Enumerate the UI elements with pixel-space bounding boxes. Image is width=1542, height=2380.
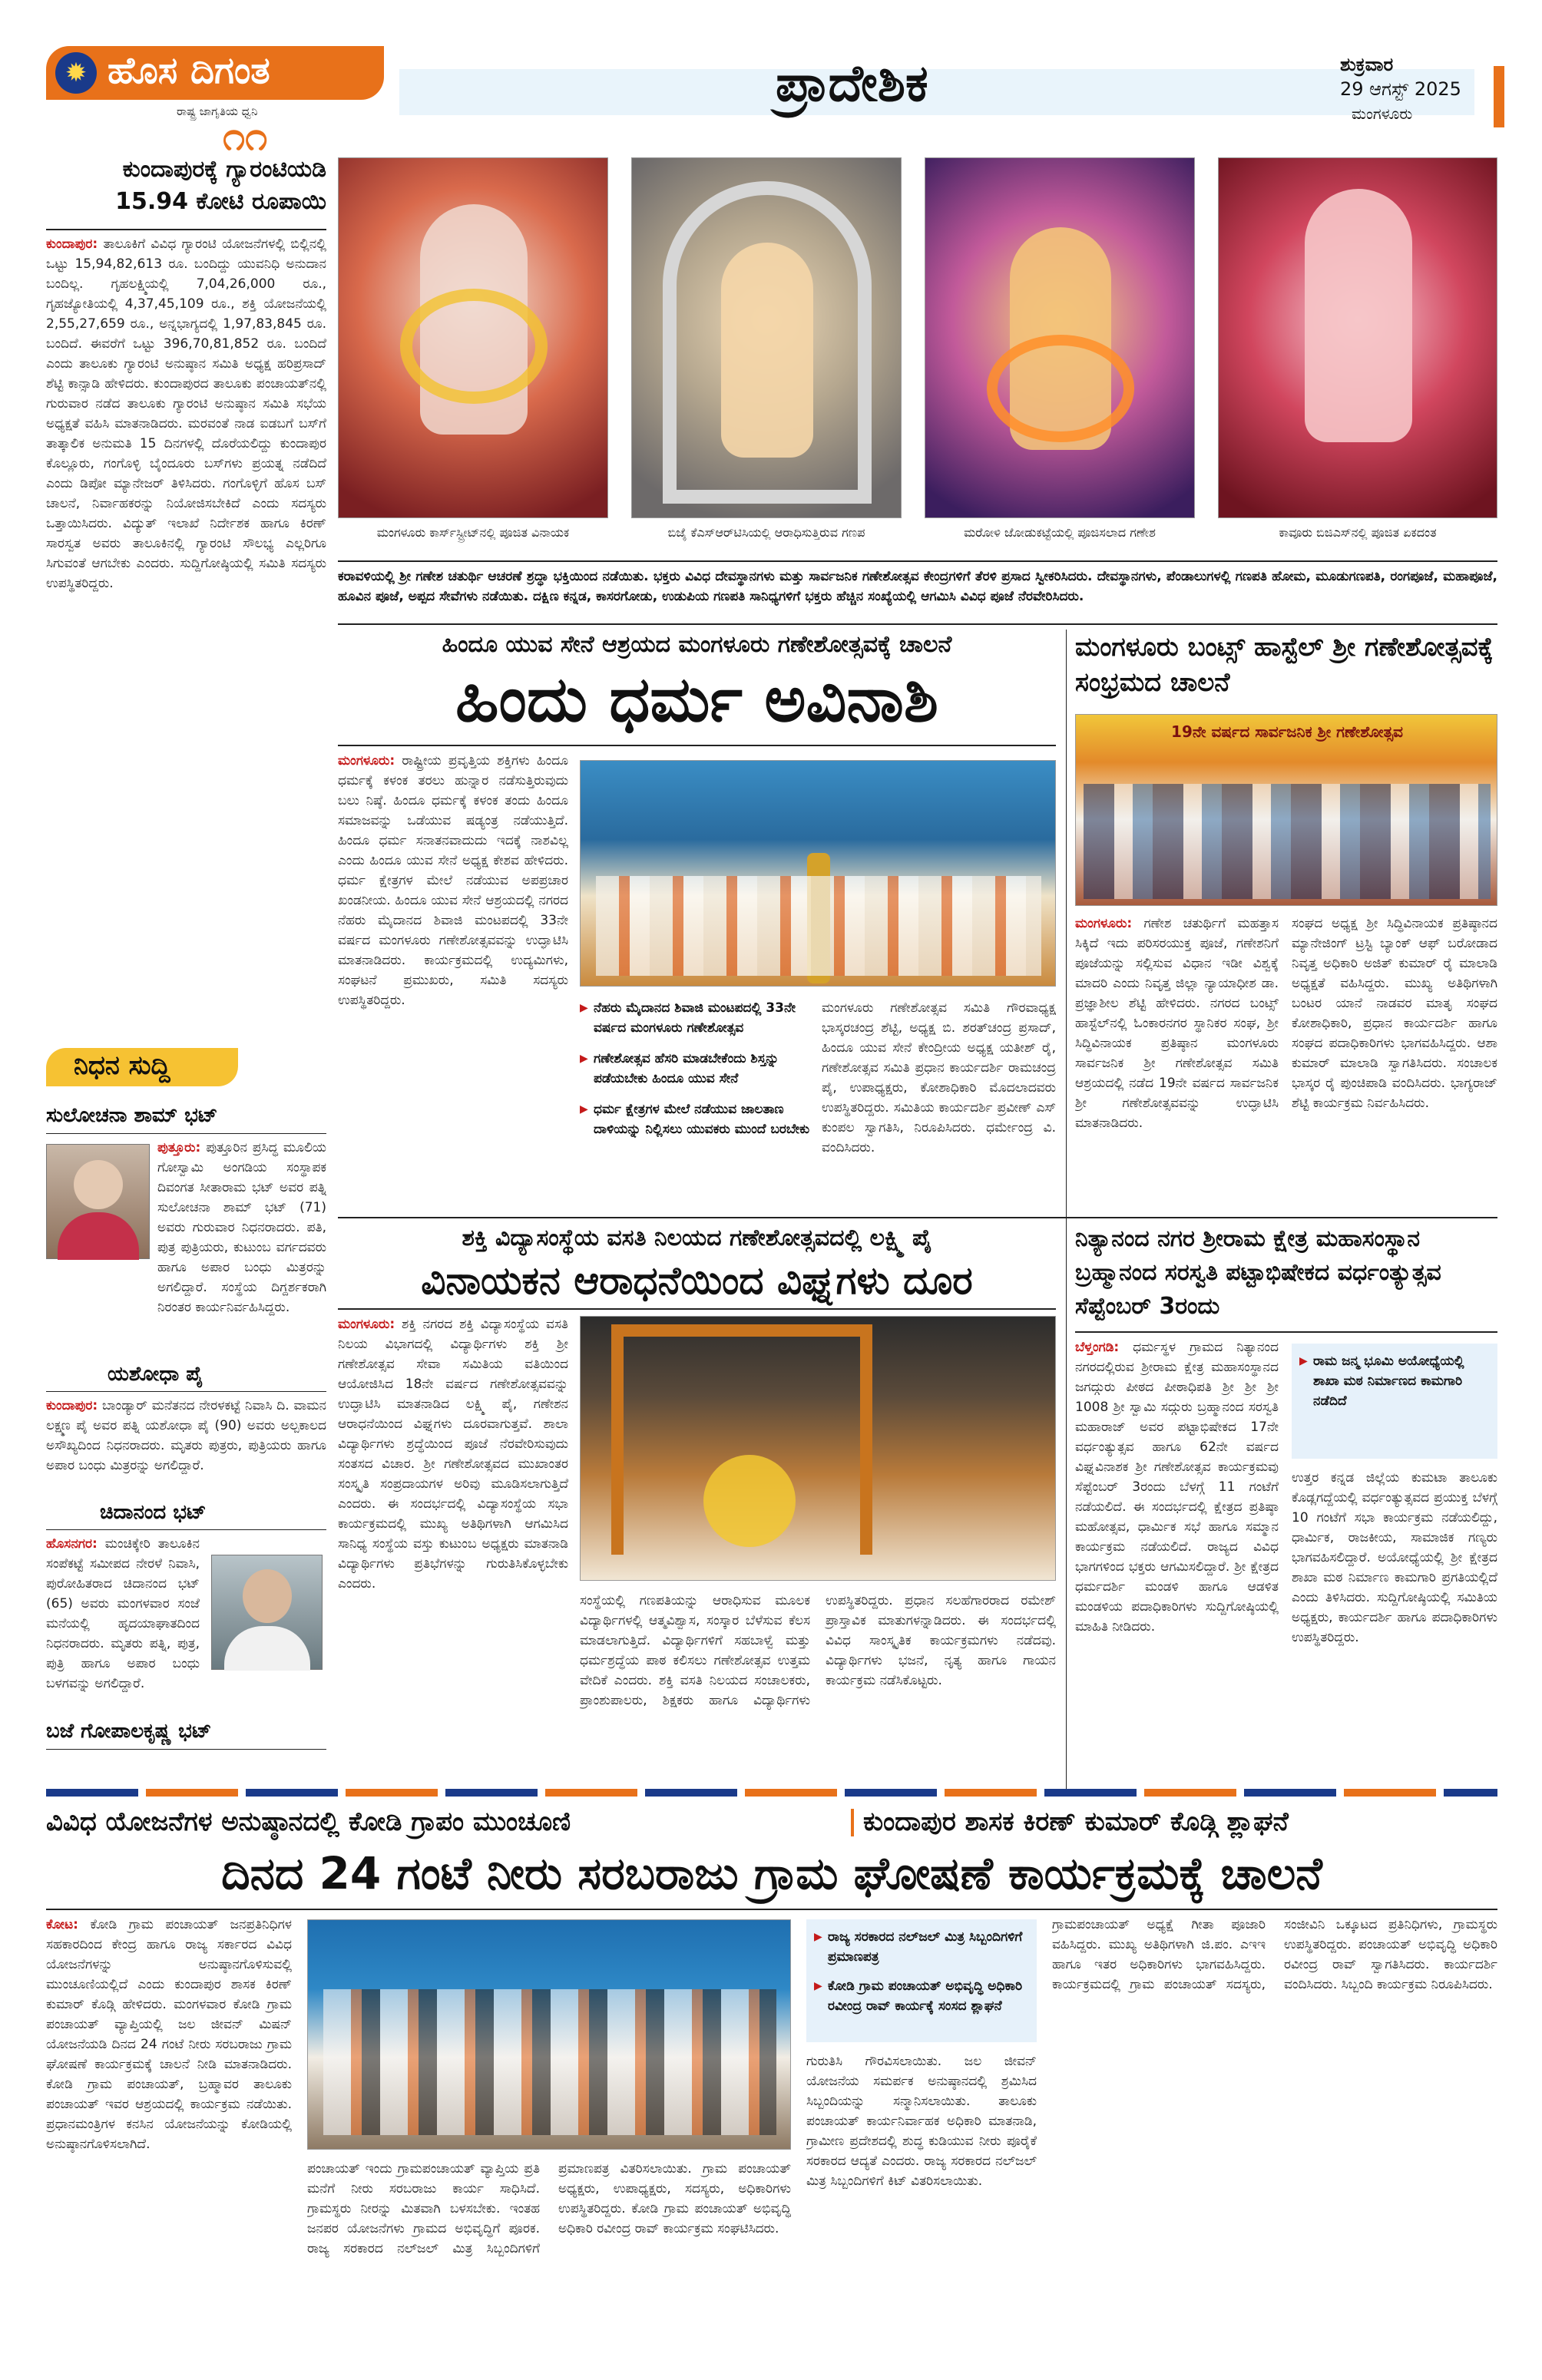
obit-place-1: ಪುತ್ತೂರು: xyxy=(157,1140,201,1155)
ganesha-photo-strip xyxy=(338,157,1497,553)
crowd-shape xyxy=(596,876,1041,976)
brahmananda-dateline: ಬೆಳ್ತಂಗಡಿ: xyxy=(1075,1340,1120,1355)
bunts-dateline: ಮಂಗಳೂರು: xyxy=(1075,916,1133,931)
bottom-kicker-left: ವಿವಿಧ ಯೋಜನೆಗಳ ಅನುಷ್ಠಾನದಲ್ಲಿ ಕೋಡಿ ಗ್ರಾಪಂ ಮುಂಚೂಣಿ xyxy=(46,1806,571,1837)
vinayaka-story xyxy=(338,1222,1056,1783)
bunts-body-2: ಸಂಘದ ಅಧ್ಯಕ್ಷ ಶ್ರೀ ಸಿದ್ಧಿವಿನಾಯಕ ಪ್ರತಿಷ್ಠಾನದ ಮ್ಯಾನೇಜಿಂಗ್ ಟ್ರಸ್ಟಿ ಬ್ಯಾಂಕ್ ಆಫ್ ಬರೋಡಾದ ನಿವೃತ್ತ ಅಧಿಕಾರಿ ಅಜಿತ್ ಕುಮಾರ್ ರೈ ಮಾಲಾಡಿ ಅಧ್ಯಕ್ಷತೆ ವಹಿಸಿದ್ದರು. ಮುಖ್ಯ ಅತಿಥಿಗಳಾಗಿ ಬಂಟರ ಯಾನೆ ನಾಡವರ ಮಾತೃ ಸಂಘದ ಕೋಶಾಧಿಕಾರಿ, ಪ್ರಧಾನ ಕಾರ್ಯದರ್ಶಿ ಹಾಗೂ ಸಂಘದ ಪದಾಧಿಕಾರಿಗಳು ಭಾಗವಹಿಸಿದ್ದರು. ಆಶಾ ಕುಮಾರ್ ಮಾಲಾಡಿ ಸ್ವಾಗತಿಸಿದರು. ಸಂಚಾಲಕ ಭಾಸ್ಕರ ರೈ ಪುಂಚಿಪಾಡಿ ವಂದಿಸಿದರು. ಭಾಗ್ಯರಾಜ್ ಶೆಟ್ಟಿ ಕಾರ್ಯಕ್ರಮ ನಿರ್ವಹಿಸಿದರು. xyxy=(1292,916,1497,1111)
vinayaka-photo xyxy=(580,1316,1056,1581)
person-body xyxy=(58,1212,139,1260)
nidhana-heading: ನಿಧನ ಸುದ್ದಿ xyxy=(74,1050,170,1081)
vinayaka-body-2: ಸಂಸ್ಥೆಯಲ್ಲಿ ಗಣಪತಿಯನ್ನು ಆರಾಧಿಸುವ ಮೂಲಕ ವಿದ್ಯಾರ್ಥಿಗಳಲ್ಲಿ ಆತ್ಮವಿಶ್ವಾಸ, ಸಂಸ್ಕಾರ ಬೆಳೆಸುವ ಕೆಲಸ ಮಾಡಲಾಗುತ್ತಿದೆ. ವಿದ್ಯಾರ್ಥಿಗಳಿಗೆ ಸಹಬಾಳ್ವೆ ಮತ್ತು ಧರ್ಮಶ್ರದ್ಧೆಯ ಪಾಠ ಕಲಿಸಲು ಗಣೇಶೋತ್ಸವ ಉತ್ತಮ ವೇದಿಕೆ ಎಂದರು. ಶಕ್ತಿ ವಸತಿ ನಿಲಯದ ಸಂಚಾಲಕರು, ಪ್ರಾಂಶುಪಾಲರು, ಶಿಕ್ಷಕರು ಹಾಗೂ ವಿದ್ಯಾರ್ಥಿಗಳು ಉಪಸ್ಥಿತರಿದ್ದರು. ಪ್ರಧಾನ ಸಲಹೆಗಾರರಾದ ರಮೇಶ್ ಪ್ರಾಸ್ತಾವಿಕ ಮಾತುಗಳನ್ನಾಡಿದರು. ಈ ಸಂದರ್ಭದಲ್ಲಿ ವಿವಿಧ ಸಾಂಸ್ಕೃತಿಕ ಕಾರ್ಯಕ್ರಮಗಳು ನಡೆದವು. ವಿದ್ಯಾರ್ಥಿಗಳು ಭಜನೆ, ನೃತ್ಯ ಹಾಗೂ ಗಾಯನ ಕಾರ್ಯಕ್ರಮ ನಡೆಸಿಕೊಟ್ಟರು. xyxy=(580,1593,1056,1708)
vinayaka-headline: ವಿನಾಯಕನ ಆರಾಧನೆಯಿಂದ ವಿಘ್ನಗಳು ದೂರ xyxy=(421,1258,973,1303)
left-story-rule xyxy=(46,229,326,230)
vinayaka-body xyxy=(338,1314,568,1778)
obit-body-2 xyxy=(46,1396,326,1497)
obit-text-1: ಪುತ್ತೂರಿನ ಪ್ರಸಿದ್ಧ ಮೂಲಿಯ ಗೋಸ್ವಾಮಿ ಅಂಗಡಿಯ ಸಂಸ್ಥಾಪಕ ದಿವಂಗತ ಸೀತಾರಾಮ ಭಟ್ ಅವರ ಪತ್ನಿ ಸುಲೋಚನಾ ಶಾಮ್ ಭಟ್ (71) ಅವರು ಗುರುವಾರ ನಿಧನರಾದರು. ಪತಿ, ಪುತ್ರ ಪುತ್ರಿಯರು, ಕುಟುಂಬ ವರ್ಗದವರು ಹಾಗೂ ಅಪಾರ ಬಂಧು ಮಿತ್ರರನ್ನು ಅಗಲಿದ್ದಾರೆ. ಸಂಸ್ಥೆಯ ದಿಗ್ದರ್ಶಕರಾಗಿ ನಿರಂತರ ಕಾರ್ಯನಿರ್ವಹಿಸಿದ್ದರು. xyxy=(157,1140,326,1315)
hindu-body-2: ಮಂಗಳೂರು ಗಣೇಶೋತ್ಸವ ಸಮಿತಿ ಗೌರವಾಧ್ಯಕ್ಷ ಭಾಸ್ಕರಚಂದ್ರ ಶೆಟ್ಟಿ, ಅಧ್ಯಕ್ಷ ಬಿ. ಶರತ್‌ಚಂದ್ರ ಪ್ರಸಾದ್, ಹಿಂದೂ ಯುವ ಸೇನೆ ಕೇಂದ್ರೀಯ ಅಧ್ಯಕ್ಷ ಯತೀಶ್ ರೈ, ಗಣೇಶೋತ್ಸವ ಸಮಿತಿ ಪ್ರಧಾನ ಕಾರ್ಯದರ್ಶಿ ರಾಮಚಂದ್ರ ಪೈ, ಉಪಾಧ್ಯಕ್ಷರು, ಕೋಶಾಧಿಕಾರಿ ಮೊದಲಾದವರು ಉಪಸ್ಥಿತರಿದ್ದರು. ಸಮಿತಿಯ ಕಾರ್ಯದರ್ಶಿ ಪ್ರವೀಣ್ ಎಸ್ ಕುಂಪಲ ಸ್ವಾಗತಿಸಿ, ನಿರೂಪಿಸಿದರು. ಧರ್ಮೇಂದ್ರ ವಿ. ವಂದಿಸಿದರು. xyxy=(822,1000,1056,1155)
logo-tagline: ರಾಷ್ಟ್ರ ಜಾಗೃತಿಯ ಧ್ವನಿ xyxy=(177,104,258,118)
brahmananda-headline: ನಿತ್ಯಾನಂದ ನಗರ ಶ್ರೀರಾಮ ಕ್ಷೇತ್ರ ಮಹಾಸಂಸ್ಥಾನ ಬ್ರಹ್ಮಾನಂದ ಸರಸ್ವತಿ ಪಟ್ಟಾಭಿಷೇಕದ ವರ್ಧಂತ್ಯುತ್ಸವ ಸೆಪ್ಟೆಂಬರ್ 3ರಂದು xyxy=(1075,1225,1441,1320)
obit-body-3 xyxy=(46,1534,200,1715)
issue-date: 29 ಆಗಸ್ಟ್ 2025 xyxy=(1340,78,1461,100)
section-separator xyxy=(46,1789,1497,1797)
hindu-body xyxy=(338,751,568,1208)
crowd-shape xyxy=(1084,784,1491,899)
left-story-text: ತಾಲೂಕಿಗೆ ವಿವಿಧ ಗ್ಯಾರಂಟಿ ಯೋಜನೆಗಳಲ್ಲಿ ಬಿಲ್ಲಿನಲ್ಲಿ ಒಟ್ಟು 15,94,82,613 ರೂ. ಬಂದಿದ್ದು ಯುವನಿಧಿ ಅನುದಾನ ಬಂದಿಲ್ಲ. ಗೃಹಲಕ್ಷ್ಮಿಯಲ್ಲಿ 7,04,26,000 ರೂ., ಗೃಹಜ್ಯೋತಿಯಲ್ಲಿ 4,37,45,109 ರೂ., ಶಕ್ತಿ ಯೋಜನೆಯಲ್ಲಿ 2,55,27,659 ರೂ., ಅನ್ನಭಾಗ್ಯದಲ್ಲಿ 1,97,83,845 ರೂ. ಬಂದಿದೆ. ಈವರೆಗೆ ಒಟ್ಟು 396,70,81,852 ರೂ. ಬಂದಿದೆ ಎಂದು ತಾಲೂಕು ಗ್ಯಾರಂಟಿ ಅನುಷ್ಠಾನ ಸಮಿತಿ ಅಧ್ಯಕ್ಷ ಹರಿಪ್ರಸಾದ್ ಶೆಟ್ಟಿ ಕಾನ್ಸಾಡಿ ಹೇಳಿದರು. ಕುಂದಾಪುರದ ತಾಲೂಕು ಪಂಚಾಯತ್‌ನಲ್ಲಿ ಗುರುವಾರ ನಡೆದ ತಾಲೂಕು ಗ್ಯಾರಂಟಿ ಅನುಷ್ಠಾನ ಸಮಿತಿ ಸಭೆಯ ಅಧ್ಯಕ್ಷತೆ ವಹಿಸಿ ಮಾತನಾಡಿದರು. ಮರವಂತೆ ನಾಡ ಐಡಬಗೆ ಬಸ್‌ಗೆ ತಾತ್ಕಾಲಿಕ ಅನುಮತಿ 15 ದಿನಗಳಲ್ಲಿ ದೊರೆಯಲಿದ್ದು ಕುಂದಾಪುರ ಕೊಲ್ಲೂರು, ಗಂಗೊಳ್ಳಿ ಬೈಂದೂರು ಬಸ್‌ಗಳು ಪ್ರಯತ್ನ ನಡೆದಿದೆ ಎಂದು ಡಿಪೋ ಮ್ಯಾನೇಜರ್ ತಿಳಿಸಿದರು. ಗಂಗೊಳ್ಳಿಗೆ ಹೊಸ ಬಸ್‌ ಚಾಲನೆ, ನಿರ್ವಾಹಕರನ್ನು ನಿಯೋಜಿಸಬೇಕಿದೆ ಎಂದು ಸದಸ್ಯರು ಒತ್ತಾಯಿಸಿದರು. ವಿದ್ಯುತ್ ಇಲಾಖೆ ನಿರ್ದೇಶಕ ಹಾಗೂ ಕಿರಣ್ ಸಾರಸ್ವತ ಅವರು ತಾಲೂಕಿನಲ್ಲಿ ಗ್ಯಾರಂಟಿ ಸೌಲಭ್ಯ ಎಲ್ಲರಿಗೂ ಸಿಗುವಂತೆ ಆಗಬೇಕು ಎಂದರು. ಸುದ್ದಿಗೋಷ್ಠಿಯಲ್ಲಿ ಸಮಿತಿ ಸದಸ್ಯರು ಉಪಸ್ಥಿತರಿದ್ದರು. xyxy=(46,236,326,591)
photo-caption-3: ಮರೋಳಿ ಜೋಡುಕಟ್ಟೆಯಲ್ಲಿ ಪೂಜಿಸಲಾದ ಗಣೇಶ xyxy=(964,525,1156,540)
logo-block xyxy=(46,46,384,160)
bottom-side-box xyxy=(806,1919,1037,2042)
bottom-col-3: ಗುರುತಿಸಿ ಗೌರವಿಸಲಾಯಿತು. ಜಲ ಜೀವನ್ ಯೋಜನೆಯ ಸಮರ್ಪಕ ಅನುಷ್ಠಾನದಲ್ಲಿ ಶ್ರಮಿಸಿದ ಸಿಬ್ಬಂದಿಯನ್ನು ಸನ್ಮಾನಿಸಲಾಯಿತು. ತಾಲೂಕು ಪಂಚಾಯತ್ ಕಾರ್ಯನಿರ್ವಾಹಕ ಅಧಿಕಾರಿ ಮಾತನಾಡಿ, ಗ್ರಾಮೀಣ ಪ್ರದೇಶದಲ್ಲಿ ಶುದ್ಧ ಕುಡಿಯುವ ನೀರು ಪೂರೈಕೆ ಸರಕಾರದ ಆದ್ಯತೆ ಎಂದರು. ರಾಜ್ಯ ಸರಕಾರದ ನಲ್‌ಜಲ್ ಮಿತ್ರ ಸಿಬ್ಬಂದಿಗಳಿಗೆ ಕಿಟ್ ವಿತರಿಸಲಾಯಿತು. xyxy=(806,2054,1037,2189)
left-column xyxy=(46,146,326,1766)
bunts-banner-text: 19ನೇ ವರ್ಷದ ಸಾರ್ವಜನಿಕ ಶ್ರೀ ಗಣೇಶೋತ್ಸವ xyxy=(1171,722,1403,741)
hindu-rule xyxy=(338,745,1056,746)
bottom-kicker-right: ಕುಂದಾಪುರ ಶಾಸಕ ಕಿರಣ್ ಕುಮಾರ್ ಕೊಡ್ಗಿ ಶ್ಲಾಘನೆ xyxy=(863,1806,1289,1837)
bottom-photo xyxy=(307,1919,791,2150)
brahmananda-body xyxy=(1075,1337,1279,1778)
hindu-headline: ಹಿಂದು ಧರ್ಮ ಅವಿನಾಶಿ xyxy=(455,663,938,736)
summary-rule xyxy=(338,623,1497,625)
hindu-story xyxy=(338,630,1056,1213)
ganesha-photo-3 xyxy=(925,157,1195,518)
person-icon xyxy=(243,1569,292,1623)
obit-photo-1 xyxy=(46,1144,150,1259)
vinayaka-kicker: ಶಕ್ತಿ ವಿದ್ಯಾಸಂಸ್ಥೆಯ ವಸತಿ ನಿಲಯದ ಗಣೇಶೋತ್ಸವದಲ್ಲಿ ಲಕ್ಷ್ಮಿ ಪೈ xyxy=(462,1225,932,1251)
brahmananda-side-box xyxy=(1292,1344,1497,1459)
crowd-shape xyxy=(323,1989,776,2135)
hindu-side-list xyxy=(580,998,810,1213)
obit-place-2: ಕುಂದಾಪುರ: xyxy=(46,1398,98,1413)
hindu-dateline: ಮಂಗಳೂರು: xyxy=(338,753,395,769)
left-story-body xyxy=(46,234,326,1029)
bottom-dateline: ಕೋಟ: xyxy=(46,1917,78,1932)
hindu-side-item-1: ▶ ನೆಹರು ಮೈದಾನದ ಶಿವಾಜಿ ಮಂಟಪದಲ್ಲಿ 33ನೇ ವರ್ಷದ ಮಂಗಳೂರು ಗಣೇಶೋತ್ಸವ xyxy=(580,998,810,1038)
bunts-photo xyxy=(1075,714,1497,906)
photo-strip-rule xyxy=(338,560,1497,562)
vinayaka-rule xyxy=(338,1308,1056,1310)
obit-place-3: ಹೊಸನಗರ: xyxy=(46,1536,98,1552)
photo-summary: ಕರಾವಳಿಯಲ್ಲಿ ಶ್ರೀ ಗಣೇಶ ಚತುರ್ಥಿ ಆಚರಣೆ ಶ್ರದ್ಧಾ ಭಕ್ತಿಯಿಂದ ನಡೆಯಿತು. ಭಕ್ತರು ವಿವಿಧ ದೇವಸ್ಥಾನಗಳು ಮತ್ತು ಸಾರ್ವಜನಿಕ ಗಣೇಶೋತ್ಸವ ಕೇಂದ್ರಗಳಿಗೆ ತೆರಳಿ ಪ್ರಸಾದ ಸ್ವೀಕರಿಸಿದರು. ದೇವಸ್ಥಾನಗಳು, ಪೆಂಡಾಲುಗಳಲ್ಲಿ ಗಣಪತಿ ಹೋಮ, ಮೂಡುಗಣಪತಿ, ರಂಗಪೂಜೆ, ಮಹಾಪೂಜೆ, ಹೂವಿನ ಪೂಜೆ, ಅಪ್ಪದ ಸೇವೆಗಳು ನಡೆಯಿತು. ದಕ್ಷಿಣ ಕನ್ನಡ, ಕಾಸರಗೋಡು, ಉಡುಪಿಯ ಗಣಪತಿ ಸಾನಿಧ್ಯಗಳಿಗೆ ಭಕ್ತರು ಹೆಚ್ಚಿನ ಸಂಖ್ಯೆಯಲ್ಲಿ ಆಗಮಿಸಿ ವಿವಿಧ ಪೂಜೆ ನೆರವೇರಿಸಿದರು. xyxy=(338,569,1497,604)
bottom-col-2: ಪಂಚಾಯತ್ ಇಂದು ಗ್ರಾಮಪಂಚಾಯತ್ ವ್ಯಾಪ್ತಿಯ ಪ್ರತಿ ಮನೆಗೆ ನೀರು ಸರಬರಾಜು ಕಾರ್ಯ ಸಾಧಿಸಿದೆ. ಗ್ರಾಮಸ್ಥರು ನೀರನ್ನು ಮಿತವಾಗಿ ಬಳಸಬೇಕು. ಇಂತಹ ಜನಪರ ಯೋಜನೆಗಳು ಗ್ರಾಮದ ಅಭಿವೃದ್ಧಿಗೆ ಪೂರಕ. ರಾಜ್ಯ ಸರಕಾರದ ನಲ್‌ಜಲ್ ಮಿತ್ರ ಸಿಬ್ಬಂದಿಗಳಿಗೆ ಪ್ರಮಾಣಪತ್ರ ವಿತರಿಸಲಾಯಿತು. ಗ್ರಾಮ ಪಂಚಾಯತ್ ಅಧ್ಯಕ್ಷರು, ಉಪಾಧ್ಯಕ್ಷರು, ಸದಸ್ಯರು, ಅಧಿಕಾರಿಗಳು ಉಪಸ್ಥಿತರಿದ್ದರು. ಕೋಡಿ ಗ್ರಾಮ ಪಂಚಾಯತ್ ಅಭಿವೃದ್ಧಿ ಅಧಿಕಾರಿ ರವೀಂದ್ರ ರಾವ್ ಕಾರ್ಯಕ್ರಮ ಸಂಘಟಿಸಿದರು. xyxy=(307,2161,791,2256)
brahmananda-body-2: ಉತ್ತರ ಕನ್ನಡ ಜಿಲ್ಲೆಯ ಕುಮಟಾ ತಾಲೂಕು ಕೊಡ್ಲಗದ್ದೆಯಲ್ಲಿ ವರ್ಧಂತ್ಯುತ್ಸವದ ಪ್ರಯುಕ್ತ ಬೆಳಗ್ಗೆ 10 ಗಂಟೆಗೆ ಸಭಾ ಕಾರ್ಯಕ್ರಮ ನಡೆಯಲಿದ್ದು, ಧಾರ್ಮಿಕ, ರಾಜಕೀಯ, ಸಾಮಾಜಿಕ ಗಣ್ಯರು ಭಾಗವಹಿಸಲಿದ್ದಾರೆ. ಅಯೋಧ್ಯೆಯಲ್ಲಿ ಶ್ರೀ ಕ್ಷೇತ್ರದ ಶಾಖಾ ಮಠ ನಿರ್ಮಾಣ ಕಾಮಗಾರಿ ಪ್ರಗತಿಯಲ್ಲಿದೆ ಎಂದು ತಿಳಿಸಿದರು. ಸುದ್ದಿಗೋಷ್ಠಿಯಲ್ಲಿ ಸಮಿತಿಯ ಅಧ್ಯಕ್ಷರು, ಕಾರ್ಯದರ್ಶಿ ಹಾಗೂ ಪದಾಧಿಕಾರಿಗಳು ಉಪಸ್ಥಿತರಿದ್ದರು. xyxy=(1292,1470,1497,1645)
bottom-side-item-1: ▶ ರಾಜ್ಯ ಸರಕಾರದ ನಲ್‌ಜಲ್ ಮಿತ್ರ ಸಿಬ್ಬಂದಿಗಳಿಗೆ ಪ್ರಮಾಣಪತ್ರ xyxy=(814,1927,1029,1967)
brahmananda-story xyxy=(1075,1222,1497,1783)
person-icon xyxy=(74,1160,123,1209)
column-divider-1 xyxy=(1066,630,1067,1789)
bottom-col-4: ಗ್ರಾಮಪಂಚಾಯತ್ ಅಧ್ಯಕ್ಷೆ ಗೀತಾ ಪೂಜಾರಿ ವಹಿಸಿದ್ದರು. ಮುಖ್ಯ ಅತಿಥಿಗಳಾಗಿ ಜಿ.ಪಂ. ಎಇಇ ಹಾಗೂ ಇತರ ಅಧಿಕಾರಿಗಳು ಭಾಗವಹಿಸಿದ್ದರು. ಕಾರ್ಯಕ್ರಮದಲ್ಲಿ ಗ್ರಾಮ ಪಂಚಾಯತ್ ಸದಸ್ಯರು, ಸಂಜೀವಿನಿ ಒಕ್ಕೂಟದ ಪ್ರತಿನಿಧಿಗಳು, ಗ್ರಾಮಸ್ಥರು ಉಪಸ್ಥಿತರಿದ್ದರು. ಪಂಚಾಯತ್ ಅಭಿವೃದ್ಧಿ ಅಧಿಕಾರಿ ರವೀಂದ್ರ ರಾವ್ ಸ್ವಾಗತಿಸಿದರು. ಕಾರ್ಯದರ್ಶಿ ವಂದಿಸಿದರು. ಸಿಬ್ಬಂದಿ ಕಾರ್ಯಕ್ರಮ ನಿರೂಪಿಸಿದರು. xyxy=(1052,1917,1497,1992)
obit-text-2: ಬಾಂಡ್ಯಾರ್ ಮನೆತನದ ನೇರಳಕಟ್ಟೆ ನಿವಾಸಿ ದಿ. ವಾಮನ ಲಕ್ಷ್ಮಣ ಪೈ ಅವರ ಪತ್ನಿ ಯಶೋಧಾ ಪೈ (90) ಅವರು ಅಲ್ಪಕಾಲದ ಅಸೌಖ್ಯದಿಂದ ನಿಧನರಾದರು. ಮೃತರು ಪುತ್ರರು, ಪುತ್ರಿಯರು ಹಾಗೂ ಅಪಾರ ಬಂಧು ಮಿತ್ರರನ್ನು ಅಗಲಿದ್ದಾರೆ. xyxy=(46,1398,326,1473)
bottom-col-1-text: ಕೋಡಿ ಗ್ರಾಮ ಪಂಚಾಯತ್ ಜನಪ್ರತಿನಿಧಿಗಳ ಸಹಕಾರದಿಂದ ಕೇಂದ್ರ ಹಾಗೂ ರಾಜ್ಯ ಸರ್ಕಾರದ ವಿವಿಧ ಯೋಜನೆಗಳನ್ನು ಅನುಷ್ಠಾನಗೊಳಿಸುವಲ್ಲಿ ಮುಂಚೂಣಿಯಲ್ಲಿದೆ ಎಂದು ಕುಂದಾಪುರ ಶಾಸಕ ಕಿರಣ್ ಕುಮಾರ್ ಕೊಡ್ಗಿ ಹೇಳಿದರು. ಮಂಗಳವಾರ ಕೋಡಿ ಗ್ರಾಮ ಪಂಚಾಯತ್ ವ್ಯಾಪ್ತಿಯಲ್ಲಿ ಜಲ ಜೀವನ್ ಮಿಷನ್ ಯೋಜನೆಯಡಿ ದಿನದ 24 ಗಂಟೆ ನೀರು ಸರಬರಾಜು ಗ್ರಾಮ ಘೋಷಣೆ ಕಾರ್ಯಕ್ರಮಕ್ಕೆ ಚಾಲನೆ ನೀಡಿ ಮಾತನಾಡಿದರು. ಕೋಡಿ ಗ್ರಾಮ ಪಂಚಾಯತ್, ಬ್ರಹ್ಮಾವರ ತಾಲೂಕು ಪಂಚಾಯತ್ ಇವರ ಆಶ್ರಯದಲ್ಲಿ ಕಾರ್ಯಕ್ರಮ ನಡೆಯಿತು. ಪ್ರಧಾನಮಂತ್ರಿಗಳ ಕನಸಿನ ಯೋಜನೆಯನ್ನು ಕೋಡಿಯಲ್ಲಿ ಅನುಷ್ಠಾನಗೊಳಿಸಲಾಗಿದೆ. xyxy=(46,1917,292,2152)
obit-photo-3 xyxy=(211,1555,323,1670)
issue-day: ಶುಕ್ರವಾರ xyxy=(1340,54,1394,75)
obit-name-2: ಯಶೋಧಾ ಪೈ xyxy=(108,1363,204,1386)
obit-rule-4 xyxy=(46,1749,326,1750)
idol-shape xyxy=(703,1455,796,1547)
garland-shape xyxy=(987,335,1134,442)
obit-name-4: ಬಜೆ ಗೋಪಾಲಕೃಷ್ಣ ಭಟ್ xyxy=(46,1720,212,1743)
logo-text: ಹೊಸ ದಿಗಂತ xyxy=(108,49,270,92)
hindu-side-item-3: ▶ ಧರ್ಮ ಕ್ಷೇತ್ರಗಳ ಮೇಲೆ ನಡೆಯುವ ಜಾಲತಾಣ ದಾಳಿಯನ್ನು ನಿಲ್ಲಿಸಲು ಯುವಕರು ಮುಂದೆ ಬರಬೇಕು xyxy=(580,1099,810,1139)
obit-rule-2 xyxy=(46,1391,326,1392)
obit-text-3: ಮಂಚಿಕ್ಕೇರಿ ತಾಲೂಕಿನ ಸಂಪೆಕಟ್ಟೆ ಸಮೀಪದ ನೇರಳೆ ನಿವಾಸಿ, ಪುರೋಹಿತರಾದ ಚಿದಾನಂದ ಭಟ್ (65) ಅವರು ಮಂಗಳವಾರ ಸಂಜೆ ಮನೆಯಲ್ಲಿ ಹೃದಯಾಘಾತದಿಂದ ನಿಧನರಾದರು. ಮೃತರು ಪತ್ನಿ, ಪುತ್ರ, ಪುತ್ರಿ ಹಾಗೂ ಅಪಾರ ಬಂಧು ಬಳಗವನ್ನು ಅಗಲಿದ್ದಾರೆ. xyxy=(46,1536,200,1691)
bunts-body xyxy=(1075,914,1279,1213)
obit-body-1 xyxy=(157,1138,326,1353)
nidhana-banner xyxy=(46,1044,326,1090)
page-number: ೧೧ xyxy=(223,114,268,160)
hindu-kicker: ಹಿಂದೂ ಯುವ ಸೇನೆ ಆಶ್ರಯದ ಮಂಗಳೂರು ಗಣೇಶೋತ್ಸವಕ್ಕೆ ಚಾಲನೆ xyxy=(442,631,952,658)
obit-name-3: ಚಿದಾನಂದ ಭಟ್ xyxy=(100,1501,207,1524)
bunts-story xyxy=(1075,630,1497,1213)
ganesha-photo-2 xyxy=(631,157,902,518)
bottom-col-1 xyxy=(46,1915,292,2360)
bottom-rule xyxy=(46,1909,1497,1910)
obit-4-block xyxy=(46,1754,326,1766)
mid-rule xyxy=(338,1217,1497,1218)
hindu-side-item-2: ▶ ಗಣೇಶೋತ್ಸವ ಹೆಸರಿ ಮಾಡಬೇಕೆಂದು ಶಿಸ್ತನ್ನು ಪಡೆಯಬೇಕು ಹಿಂದೂ ಯುವ ಸೇನೆ xyxy=(580,1049,810,1089)
left-story-headline: ಕುಂದಾಪುರಕ್ಕೆ ಗ್ಯಾರಂಟಿಯಡಿ 15.94 ಕೋಟಿ ರೂಪಾಯಿ xyxy=(115,156,326,215)
vinayaka-text: ಶಕ್ತಿ ನಗರದ ಶಕ್ತಿ ವಿದ್ಯಾಸಂಸ್ಥೆಯ ವಸತಿ ನಿಲಯ ವಿಭಾಗದಲ್ಲಿ ವಿದ್ಯಾರ್ಥಿಗಳು ಶಕ್ತಿ ಶ್ರೀ ಗಣೇಶೋತ್ಸವ ಸೇವಾ ಸಮಿತಿಯ ವತಿಯಿಂದ ಆಯೋಜಿಸಿದ 18ನೇ ವರ್ಷದ ಗಣೇಶೋತ್ಸವವನ್ನು ಉದ್ಘಾಟಿಸಿ ಮಾತನಾಡಿದ ಲಕ್ಷ್ಮಿ ಪೈ, ಗಣೇಶನ ಆರಾಧನೆಯಿಂದ ವಿಘ್ನಗಳು ದೂರವಾಗುತ್ತವೆ. ಶಾಲಾ ವಿದ್ಯಾರ್ಥಿಗಳು ಶ್ರದ್ಧೆಯಿಂದ ಪೂಜೆ ನೆರವೇರಿಸುವುದು ಸಂತಸದ ವಿಚಾರ. ಶ್ರೀ ಗಣೇಶೋತ್ಸವದ ಮುಖಾಂತರ ಸಂಸ್ಕೃತಿ ಸಂಪ್ರದಾಯಗಳ ಅರಿವು ಮೂಡಿಸಲಾಗುತ್ತಿದೆ ಎಂದರು. ಈ ಸಂದರ್ಭದಲ್ಲಿ ವಿದ್ಯಾಸಂಸ್ಥೆಯ ಸಭಾ ಕಾರ್ಯಕ್ರಮದಲ್ಲಿ ಮುಖ್ಯ ಅತಿಥಿಗಳಾಗಿ ಆಗಮಿಸಿದ ಸಾನಿಧ್ಯ ಸಂಸ್ಥೆಯ ವಸ್ತು ಕುಟುಂಬ ಅಧ್ಯಕ್ಷರು ಮಾತನಾಡಿ ವಿದ್ಯಾರ್ಥಿಗಳು ಪ್ರತಿಭೆಗಳನ್ನು ಗುರುತಿಸಿಕೊಳ್ಳಬೇಕು ಎಂದರು. xyxy=(338,1317,568,1592)
brahmananda-text: ಧರ್ಮಸ್ಥಳ ಗ್ರಾಮದ ನಿತ್ಯಾನಂದ ನಗರದಲ್ಲಿರುವ ಶ್ರೀರಾಮ ಕ್ಷೇತ್ರ ಮಹಾಸಂಸ್ಥಾನದ ಜಗದ್ಗುರು ಪೀಠದ ಪೀಠಾಧಿಪತಿ ಶ್ರೀ ಶ್ರೀ ಶ್ರೀ 1008 ಶ್ರೀ ಸ್ವಾಮಿ ಸದ್ಗುರು ಬ್ರಹ್ಮಾನಂದ ಸರಸ್ವತಿ ಮಹಾರಾಜ್ ಅವರ ಪಟ್ಟಾಭಿಷೇಕದ 17ನೇ ವರ್ಧಂತ್ಯುತ್ಸವ ಹಾಗೂ 62ನೇ ವರ್ಷದ ವಿಘ್ನವಿನಾಶಕ ಶ್ರೀ ಗಣೇಶೋತ್ಸವ ಕಾರ್ಯಕ್ರಮವು ಸೆಪ್ಟೆಂಬರ್ 3ರಂದು ಬೆಳಗ್ಗೆ 11 ಗಂಟೆಗೆ ನಡೆಯಲಿದೆ. ಈ ಸಂದರ್ಭದಲ್ಲಿ ಕ್ಷೇತ್ರದ ಪ್ರತಿಷ್ಠಾ ಮಹೋತ್ಸವ, ಧಾರ್ಮಿಕ ಸಭೆ ಹಾಗೂ ಸಮ್ಮಾನ ಕಾರ್ಯಕ್ರಮ ನಡೆಯಲಿದೆ. ರಾಜ್ಯದ ವಿವಿಧ ಭಾಗಗಳಿಂದ ಭಕ್ತರು ಆಗಮಿಸಲಿದ್ದಾರೆ. ಶ್ರೀ ಕ್ಷೇತ್ರದ ಧರ್ಮದರ್ಶಿ ಮಂಡಳಿ ಹಾಗೂ ಆಡಳಿತ ಮಂಡಳಿಯ ಪದಾಧಿಕಾರಿಗಳು ಸುದ್ದಿಗೋಷ್ಠಿಯಲ್ಲಿ ಮಾಹಿತಿ ನೀಡಿದರು. xyxy=(1075,1340,1279,1635)
bunts-text: ಗಣೇಶ ಚತುರ್ಥಿಗೆ ಮಹತ್ತಾಸ ಸಿಕ್ಕಿದೆ ಇದು ಪರಿಸರಯುಕ್ತ ಪೂಜೆ, ಗಣೇಶನಿಗೆ ಪೂಜೆಯನ್ನು ಸಲ್ಲಿಸುವ ವಿಧಾನ ಇಡೀ ವಿಶ್ವಕ್ಕೆ ಮಾದರಿ ಎಂದು ನಿವೃತ್ತ ಜಿಲ್ಲಾ ನ್ಯಾಯಾಧೀಶ ಡಾ. ಪ್ರಜ್ಞಾಶೀಲ ಶೆಟ್ಟಿ ಹೇಳಿದರು. ನಗರದ ಬಂಟ್ಸ್ ಹಾಸ್ಟೆಲ್‌ನಲ್ಲಿ ಓಂಕಾರನಗರ ಸ್ಥಾನಿಕರ ಸಂಘ, ಶ್ರೀ ಸಿದ್ಧಿವಿನಾಯಕ ಪ್ರತಿಷ್ಠಾನ ಮಂಗಳೂರು ಸಾರ್ವಜನಿಕ ಶ್ರೀ ಗಣೇಶೋತ್ಸವ ಸಮಿತಿ ಆಶ್ರಯದಲ್ಲಿ ನಡೆದ 19ನೇ ವರ್ಷದ ಸಾರ್ವಜನಿಕ ಶ್ರೀ ಗಣೇಶೋತ್ಸವವನ್ನು ಉದ್ಘಾಟಿಸಿ ಮಾತನಾಡಿದರು. xyxy=(1075,916,1279,1131)
photo-caption-4: ಕಾವೂರು ಬಿಜಿಎಸ್‌ನಲ್ಲಿ ಪೂಜಿತ ಏಕದಂತ xyxy=(1279,525,1437,540)
left-story-dateline: ಕುಂದಾಪುರ: xyxy=(46,236,98,252)
garland-shape xyxy=(400,289,548,404)
logo-lamp-icon: ✹ xyxy=(55,52,97,94)
orange-accent-bar xyxy=(1494,66,1504,127)
ganesha-photo-1 xyxy=(338,157,608,518)
bottom-headline: ದಿನದ 24 ಗಂಟೆ ನೀರು ಸರಬರಾಜು ಗ್ರಾಮ ಘೋಷಣೆ ಕಾರ್ಯಕ್ರಮಕ್ಕೆ ಚಾಲನೆ xyxy=(221,1847,1322,1899)
kicker-divider xyxy=(851,1809,854,1836)
obit-rule-1 xyxy=(46,1133,326,1134)
photo-caption-2: ಬಿಜೈ ಕೆಎಸ್‌ಆರ್‌ಟಿಸಿಯಲ್ಲಿ ಆರಾಧಿಸುತ್ತಿರುವ ಗಣಪ xyxy=(667,525,865,540)
idol-shape xyxy=(1305,189,1412,442)
obit-rule-3 xyxy=(46,1529,326,1530)
bottom-side-item-2: ▶ ಕೋಡಿ ಗ್ರಾಮ ಪಂಚಾಯತ್ ಅಭಿವೃದ್ಧಿ ಅಧಿಕಾರಿ ರವೀಂದ್ರ ರಾವ್ ಕಾರ್ಯಕ್ಕೆ ಸಂಸದ ಶ್ಲಾಘನೆ xyxy=(814,1976,1029,2016)
vinayaka-dateline: ಮಂಗಳೂರು: xyxy=(338,1317,395,1332)
hindu-photo xyxy=(580,760,1056,987)
masthead xyxy=(0,0,1542,160)
bunts-headline: ಮಂಗಳೂರು ಬಂಟ್ಸ್ ಹಾಸ್ಟೆಲ್ ಶ್ರೀ ಗಣೇಶೋತ್ಸವಕ್ಕೆ ಸಂಭ್ರಮದ ಚಾಲನೆ xyxy=(1075,632,1494,698)
brahmananda-rule xyxy=(1075,1331,1497,1333)
section-title: ಪ್ರಾದೇಶಿಕ xyxy=(776,54,928,113)
bottom-story xyxy=(46,1804,1497,2365)
obit-name-1: ಸುಲೋಚನಾ ಶಾಮ್ ಭಟ್ xyxy=(46,1104,218,1127)
photo-caption-1: ಮಂಗಳೂರು ಕಾರ್ಸ್‌ಸ್ಟ್ರೀಟ್‌ನಲ್ಲಿ ಪೂಜಿತ ವಿನಾಯಕ xyxy=(376,525,570,540)
section-band xyxy=(399,69,1474,115)
brahmananda-side-text: ▶ ರಾಮ ಜನ್ಮ ಭೂಮಿ ಅಯೋಧ್ಯೆಯಲ್ಲಿ ಶಾಖಾ ಮಠ ನಿರ್ಮಾಣದ ಕಾಮಗಾರಿ ನಡೆದಿದೆ xyxy=(1299,1351,1490,1411)
ganesha-photo-4 xyxy=(1218,157,1497,518)
person-body xyxy=(224,1626,310,1671)
issue-city: ಮಂಗಳೂರು xyxy=(1352,104,1413,123)
idol-shape xyxy=(721,243,813,458)
hindu-text: ರಾಷ್ಟ್ರೀಯ ಪ್ರವೃತ್ತಿಯ ಶಕ್ತಿಗಳು ಹಿಂದೂ ಧರ್ಮಕ್ಕೆ ಕಳಂಕ ತರಲು ಹುನ್ನಾರ ನಡೆಸುತ್ತಿರುವುದು ಬಲು ನಿಷ್ಠೆ. ಹಿಂದೂ ಧರ್ಮಕ್ಕೆ ಕಳಂಕ ತಂದು ಹಿಂದೂ ಸಮಾಜವನ್ನು ಒಡೆಯುವ ಷಡ್ಯಂತ್ರ ನಡೆಯುತ್ತಿದೆ. ಹಿಂದೂ ಧರ್ಮ ಸನಾತನವಾದುದು ಇದಕ್ಕೆ ನಾಶವಿಲ್ಲ ಎಂದು ಹಿಂದೂ ಯುವ ಸೇನೆ ಅಧ್ಯಕ್ಷ ಕೇಶವ ಹೇಳಿದರು. ಧರ್ಮ ಕ್ಷೇತ್ರಗಳ ಮೇಲೆ ನಡೆಯುವ ಅಪಪ್ರಚಾರ ಖಂಡನೀಯ. ಹಿಂದೂ ಯುವ ಸೇನೆ ಆಶ್ರಯದಲ್ಲಿ ನಗರದ ನೆಹರು ಮೈದಾನದ ಶಿವಾಜಿ ಮಂಟಪದಲ್ಲಿ 33ನೇ ವರ್ಷದ ಮಂಗಳೂರು ಗಣೇಶೋತ್ಸವವನ್ನು ಉದ್ಘಾಟಿಸಿ ಮಾತನಾಡಿದರು. ಕಾರ್ಯಕ್ರಮದಲ್ಲಿ ಉದ್ಯಮಿಗಳು, ಸಂಘಟನೆ ಪ್ರಮುಖರು, ಸಮಿತಿ ಸದಸ್ಯರು ಉಪಸ್ಥಿತರಿದ್ದರು. xyxy=(338,753,568,1008)
